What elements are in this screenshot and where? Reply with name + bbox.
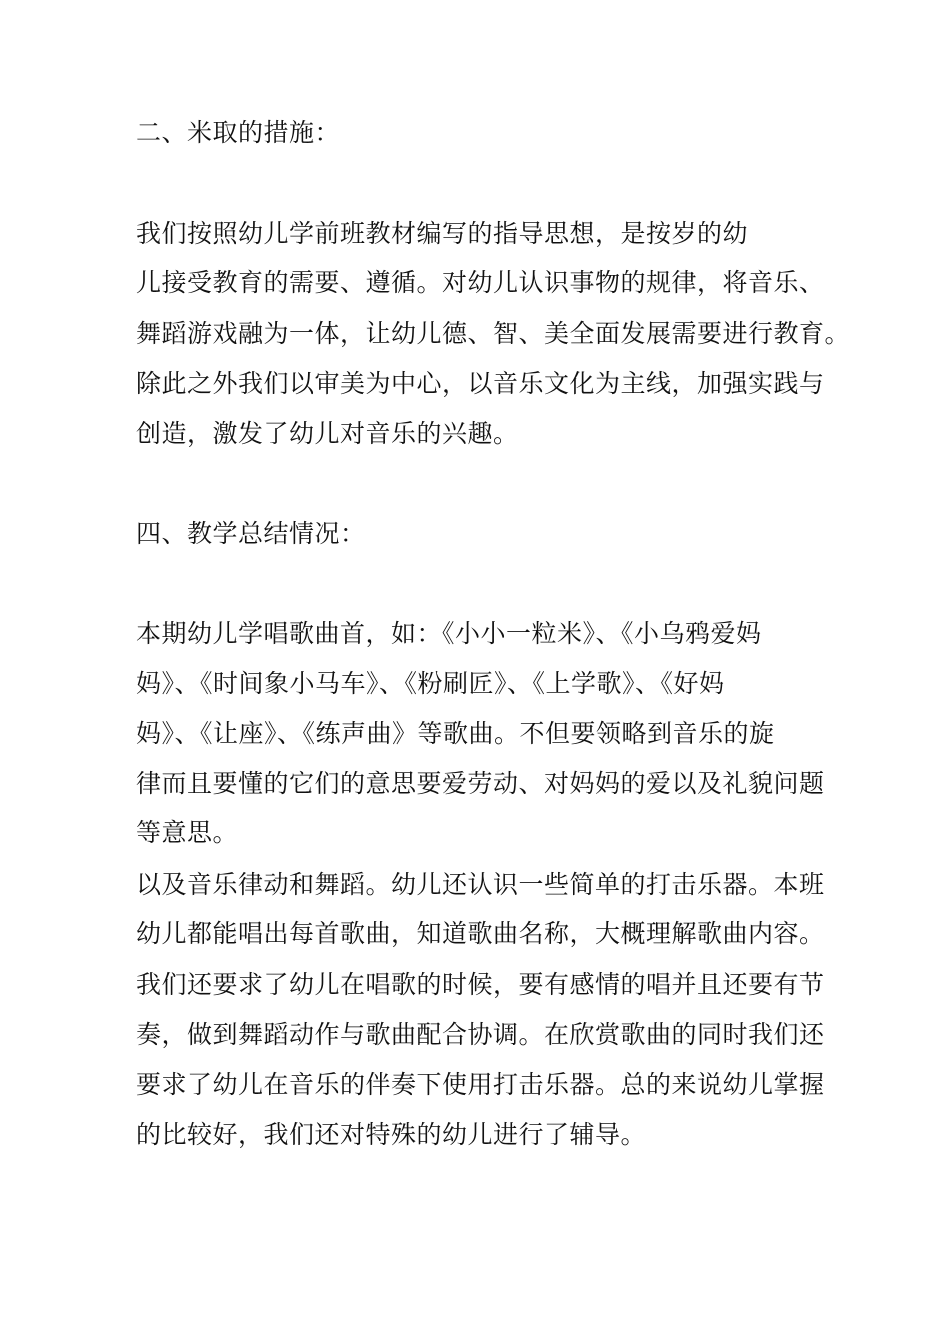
paragraph-line: 的比较好，我们还对特殊的幼儿进行了辅导。 (136, 1120, 647, 1149)
paragraph-line: 舞蹈游戏融为一体，让幼儿德、智、美全面发展需要进行教育。 (136, 319, 851, 348)
paragraph-line: 律而且要懂的它们的意思要爱劳动、对妈妈的爱以及礼貌问题 (136, 769, 825, 798)
paragraph-line: 奏，做到舞蹈动作与歌曲配合协调。在欣赏歌曲的同时我们还 (136, 1020, 825, 1049)
paragraph-line: 本期幼儿学唱歌曲首，如：《小小一粒米》、《小乌鸦爱妈 (136, 619, 762, 648)
paragraph-line: 我们按照幼儿学前班教材编写的指导思想，是按岁的幼 (136, 219, 749, 248)
paragraph-line: 除此之外我们以审美为中心，以音乐文化为主线，加强实践与 (136, 369, 825, 398)
paragraph-line: 妈》、《让座》、《练声曲》等歌曲。不但要领略到音乐的旋 (136, 719, 775, 748)
paragraph-line: 要求了幼儿在音乐的伴奏下使用打击乐器。总的来说幼儿掌握 (136, 1070, 825, 1099)
paragraph-line: 等意思。 (136, 818, 239, 847)
paragraph-line: 儿接受教育的需要、遵循。对幼儿认识事物的规律，将音乐、 (136, 268, 825, 297)
paragraph-line: 妈》、《时间象小马车》、《粉刷匠》、《上学歌》、《好妈 (136, 669, 725, 698)
paragraph-line: 创造，激发了幼儿对音乐的兴趣。 (136, 419, 519, 448)
paragraph-line: 以及音乐律动和舞蹈。幼儿还认识一些简单的打击乐器。本班 (136, 870, 825, 899)
section-heading-summary: 四、教学总结情况： (136, 519, 366, 548)
paragraph-line: 我们还要求了幼儿在唱歌的时候，要有感情的唱并且还要有节 (136, 970, 825, 999)
section-heading-measures: 二、米取的措施： (136, 118, 341, 147)
paragraph-line: 幼儿都能唱出每首歌曲，知道歌曲名称，大概理解歌曲内容。 (136, 919, 825, 948)
